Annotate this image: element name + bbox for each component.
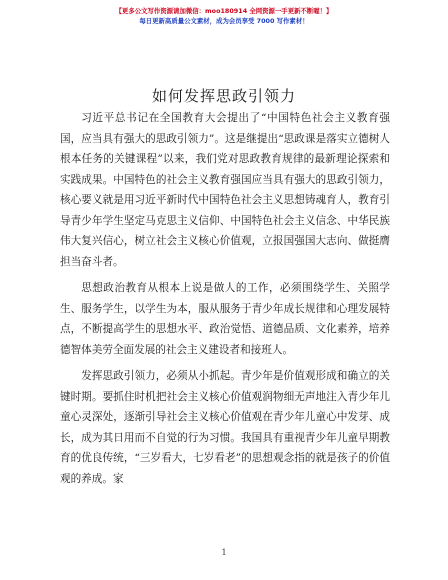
paragraph-3: 发挥思政引领力，必须从小抓起。青少年是价值观形成和确立的关键时期。要抓住时机把社会主义核心价值观润物细无声地注入青少年儿童心灵深处，逐渐引导社会主义核心价值观在青少年儿童心中发芽、成长，成为其日用而不自觉的行为习惯。我国具有重视青少年儿童早期教育的优良传统，“三岁看大，七岁看老”的思想观念指的就是孩子的价值观的养成。家	[60, 370, 390, 485]
paragraph-1: 习近平总书记在全国教育大会提出了“中国特色社会主义教育强国，应当具有强大的思政引领力”。这是继提出“思政课是落实立德树人根本任务的关键课程”以来，我们党对思政教育规律的最新理论探索和实践成果。中国特色的社会主义教育强国应当具有强大的思政引领力，核心要义就是用习近平新时代中国特色社会主义思想铸魂育人，教育引导青少年学生坚定马克思主义信仰、中国特色社会主义信念、中华民族伟大复兴信心，树立社会主义核心价值观，立报国强国大志向、做挺膺担当奋斗者。	[60, 112, 390, 268]
promo-line-2: 每日更新高质量公文素材，成为会员享受 7000 写作素材！	[139, 17, 309, 25]
document-body	[60, 108, 390, 495]
paragraph-2: 思想政治教育从根本上说是做人的工作，必须围绕学生、关照学生、服务学生，以学生为本，服从服务于青少年成长规律和心理发展特点，不断提高学生的思想水平、政治觉悟、道德品质、文化素养，培养德智体美劳全面发展的社会主义建设者和接班人。	[60, 282, 390, 356]
promo-line-1: 【更多公文写作资源请加微信：moo180914 全网资源一手更新不断喔！】	[115, 7, 333, 15]
document-title: 如何发挥思政引领力	[151, 87, 296, 105]
page-number: 1	[221, 548, 227, 557]
promo-banner	[0, 6, 448, 26]
